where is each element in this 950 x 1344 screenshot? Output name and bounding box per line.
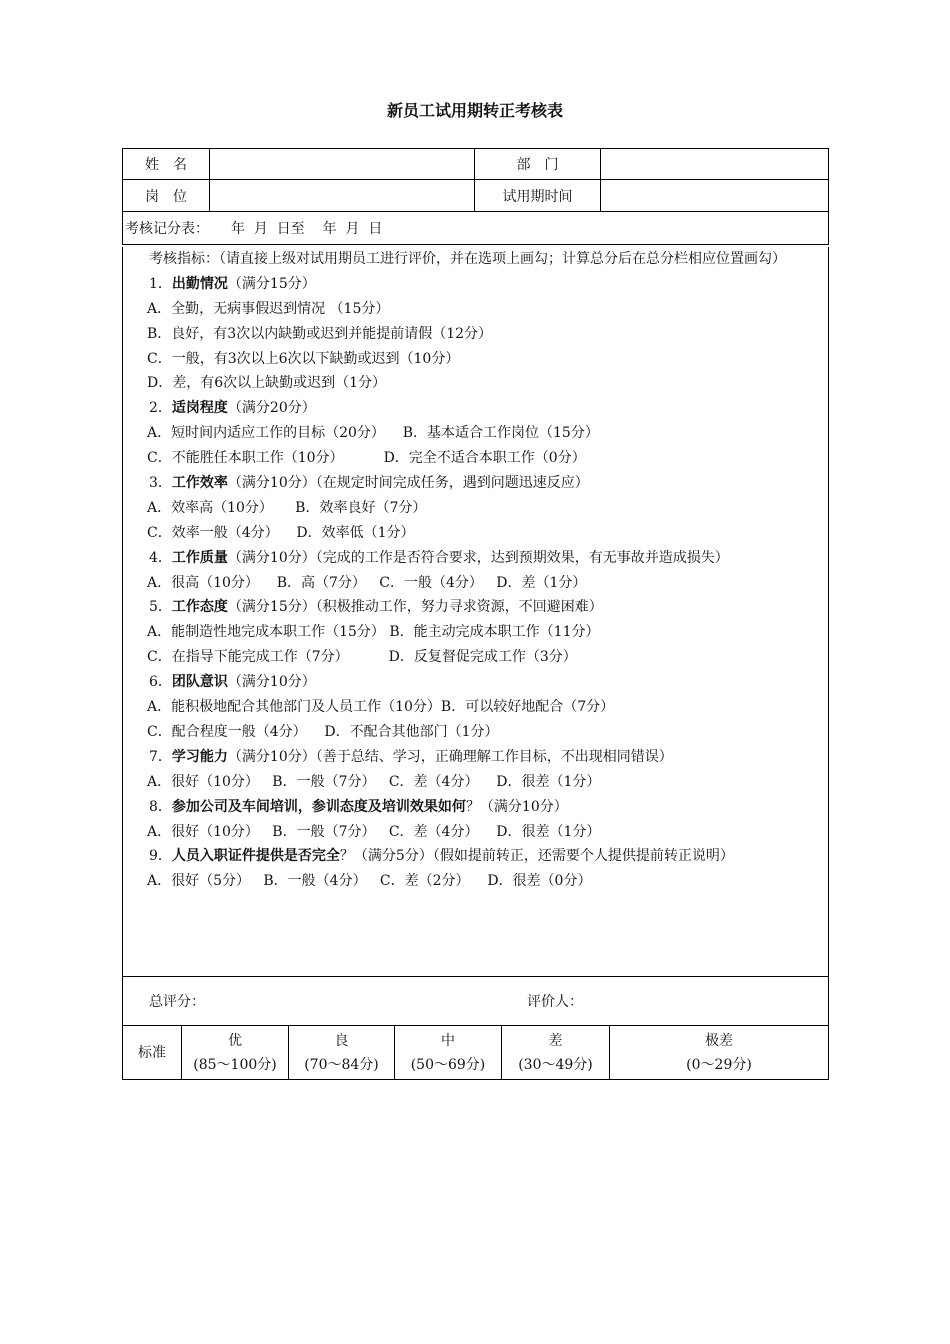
standard-row: [122, 1026, 829, 1080]
criterion-desc: ？（满分5分）（假如提前转正，还需要个人提供提前转正说明）: [339, 848, 734, 865]
grade-range: (50～69分): [410, 1056, 486, 1073]
criterion-heading: [133, 795, 820, 820]
criterion-name: 适岗程度: [171, 400, 228, 417]
criterion-heading: [133, 471, 820, 496]
criterion-heading: [133, 595, 820, 620]
criterion-number: 1．: [149, 275, 172, 292]
criterion-option[interactable]: C．在指导下能完成工作（7分） D．反复督促完成工作（3分）: [147, 649, 577, 666]
criterion-number: 6．: [149, 674, 172, 691]
criterion-name: 出勤情况: [171, 275, 228, 292]
post-label: 岗 位: [123, 180, 210, 211]
grade-range: (70～84分): [304, 1056, 379, 1073]
grade-name: 良: [334, 1032, 349, 1049]
criterion-desc: （满分20分）: [227, 400, 316, 417]
standard-label: 标准: [123, 1026, 182, 1079]
criterion-name: 学习能力: [171, 748, 228, 765]
criterion-option[interactable]: C．效率一般（4分） D．效率低（1分）: [147, 524, 415, 541]
criterion-heading: [133, 844, 820, 869]
criterion-option[interactable]: A．很好（10分） B．一般（7分） C．差（4分） D．很差（1分）: [147, 773, 601, 790]
criterion-option[interactable]: A．短时间内适应工作的目标（20分） B．基本适合工作岗位（15分）: [147, 425, 599, 442]
criterion-option[interactable]: B．良好，有3次以内缺勤或迟到并能提前请假（12分）: [147, 325, 493, 342]
row-post-period: [122, 180, 829, 212]
criterion-name: 团队意识: [171, 674, 228, 691]
criterion-name: 工作效率: [171, 475, 228, 492]
grade-cell[interactable]: [610, 1026, 828, 1079]
criterion-option[interactable]: A．能积极地配合其他部门及人员工作（10分）B．可以较好地配合（7分）: [147, 699, 615, 716]
criterion-option[interactable]: A．能制造性地完成本职工作（15分） B．能主动完成本职工作（11分）: [147, 624, 600, 641]
criterion-name: 人员入职证件提供是否完全: [171, 848, 340, 865]
grade-name: 中: [441, 1032, 455, 1049]
criterion-heading: [133, 272, 820, 297]
criterion-heading: [133, 745, 820, 770]
evaluator-label: 评价人：: [527, 994, 583, 1010]
criterion-option[interactable]: C．一般，有3次以上6次以下缺勤或迟到（10分）: [147, 350, 460, 367]
criterion-desc: ？（满分10分）: [465, 798, 568, 815]
criterion-number: 5．: [149, 599, 172, 616]
criterion-option[interactable]: C．不能胜任本职工作（10分） D．完全不适合本职工作（0分）: [147, 450, 586, 467]
grade-cell[interactable]: [502, 1026, 610, 1079]
criterion-option[interactable]: A．全勤，无病事假迟到情况 （15分）: [147, 300, 390, 317]
criterion-option[interactable]: A．很高（10分） B．高（7分） C．一般（4分） D．差（1分）: [147, 574, 587, 591]
criteria-block: [122, 247, 829, 977]
row-record: [122, 212, 829, 245]
name-field[interactable]: [210, 149, 475, 179]
dept-label: 部 门: [475, 149, 601, 179]
criterion-name: 参加公司及车间培训，参训态度及培训效果如何: [171, 798, 466, 815]
period-label: 试用期时间: [475, 180, 601, 211]
criterion-number: 9．: [149, 848, 172, 865]
criterion-desc: （满分10分）（完成的工作是否符合要求，达到预期效果，有无事故并造成损失）: [227, 549, 729, 566]
grade-cell[interactable]: [289, 1026, 395, 1079]
total-score-label: 总评分：: [149, 994, 205, 1010]
grade-range: (85～100分): [193, 1056, 277, 1073]
record-label: 考核记分表：: [125, 221, 209, 237]
assessment-form: [122, 148, 829, 1080]
row-name-dept: [122, 148, 829, 180]
criterion-option[interactable]: A．很好（5分） B．一般（4分） C．差（2分） D．很差（0分）: [147, 873, 592, 890]
record-cell: [123, 212, 828, 244]
criterion-number: 2．: [149, 400, 172, 417]
criterion-desc: （满分10分）（善于总结、学习，正确理解工作目标，不出现相同错误）: [227, 748, 673, 765]
grade-name: 差: [548, 1032, 563, 1049]
post-field[interactable]: [210, 180, 475, 211]
criterion-option[interactable]: D．差，有6次以上缺勤或迟到（1分）: [147, 375, 387, 392]
grade-name: 极差: [705, 1032, 733, 1049]
period-field[interactable]: [601, 180, 828, 211]
criterion-name: 工作态度: [171, 599, 228, 616]
criterion-number: 4．: [149, 549, 172, 566]
criterion-number: 3．: [149, 475, 172, 492]
criterion-desc: （满分15分）: [227, 275, 316, 292]
criterion-heading: [133, 546, 820, 571]
criterion-heading: [133, 396, 820, 421]
grade-cell[interactable]: [182, 1026, 289, 1079]
grade-range: (0～29分): [686, 1056, 752, 1073]
criterion-name: 工作质量: [171, 549, 228, 566]
record-dates: 年 月 日至 年 月 日: [231, 221, 383, 237]
page-title: 新员工试用期转正考核表: [386, 101, 563, 120]
grade-range: (30～49分): [518, 1056, 593, 1073]
criterion-number: 8．: [149, 798, 172, 815]
criterion-desc: （满分10分）（在规定时间完成任务，遇到问题迅速反应）: [227, 475, 589, 492]
total-row: [122, 977, 829, 1026]
grade-cell[interactable]: [395, 1026, 502, 1079]
criterion-option[interactable]: A．效率高（10分） B．效率良好（7分）: [147, 499, 427, 516]
criterion-desc: （满分15分）（积极推动工作，努力寻求资源，不回避困难）: [227, 599, 603, 616]
grade-name: 优: [228, 1032, 242, 1049]
criterion-heading: [133, 670, 820, 695]
criteria-intro: 考核指标：（请直接上级对试用期员工进行评价，并在选项上画勾；计算总分后在总分栏相应位置画勾）: [149, 251, 786, 267]
dept-field[interactable]: [601, 149, 828, 179]
criterion-option[interactable]: C．配合程度一般（4分） D．不配合其他部门（1分）: [147, 723, 499, 740]
criterion-number: 7．: [149, 748, 172, 765]
criterion-desc: （满分10分）: [227, 674, 316, 691]
name-label: 姓 名: [123, 149, 210, 179]
criterion-option[interactable]: A．很好（10分） B．一般（7分） C．差（4分） D．很差（1分）: [147, 823, 601, 840]
